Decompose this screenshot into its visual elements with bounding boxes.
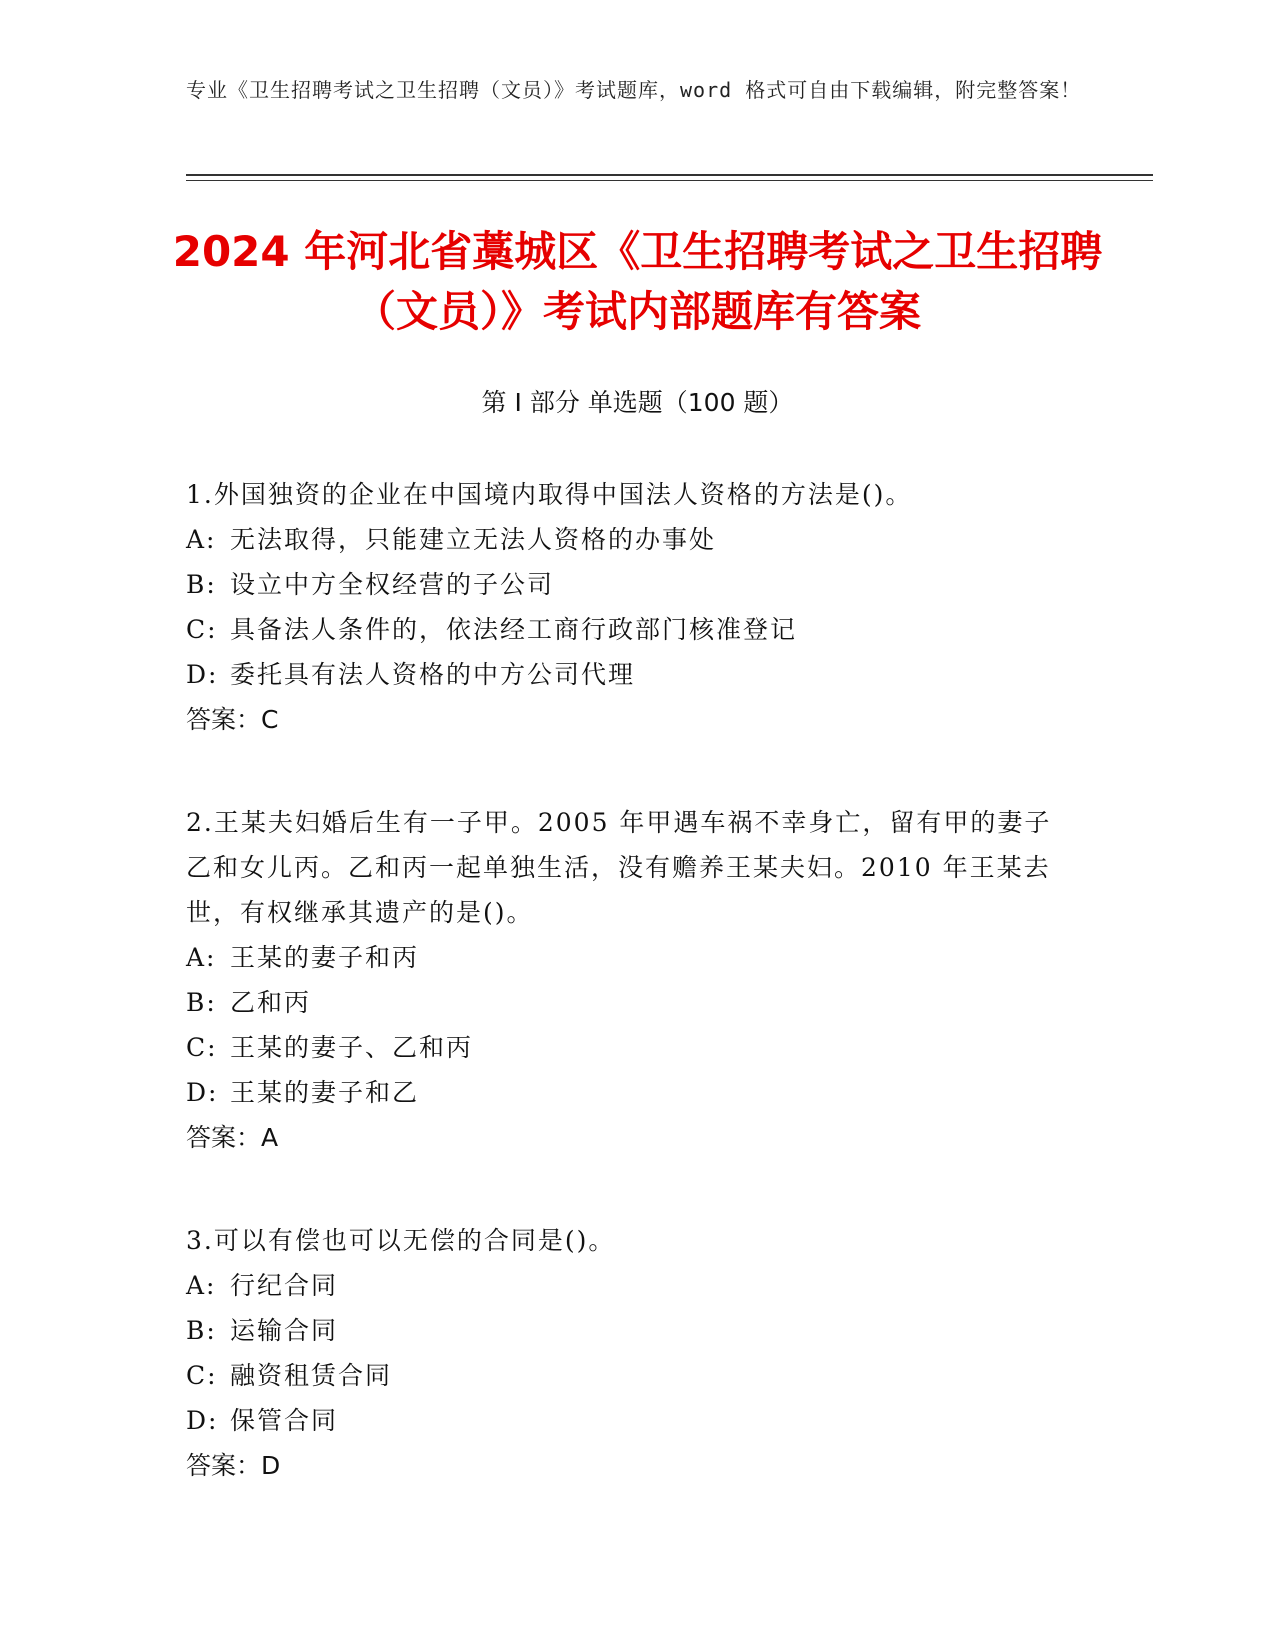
- option-key: B:: [186, 570, 217, 599]
- question-stem: 1.外国独资的企业在中国境内取得中国法人资格的方法是()。: [186, 480, 913, 509]
- option-text: 设立中方全权经营的子公司: [230, 570, 555, 599]
- header-divider-thin: [186, 180, 1153, 181]
- option-key: A:: [186, 943, 217, 972]
- option-b: [186, 562, 1066, 607]
- option-c: [186, 1025, 1066, 1070]
- question-stem: 3.可以有偿也可以无偿的合同是()。: [186, 1226, 616, 1255]
- option-text: 乙和丙: [230, 988, 312, 1017]
- option-text: 具备法人条件的，依法经工商行政部门核准登记: [230, 615, 798, 644]
- option-text: 融资租赁合同: [230, 1361, 393, 1390]
- option-b: [186, 1308, 1066, 1353]
- question-stem: 2.王某夫妇婚后生有一子甲。2005 年甲遇车祸不幸身亡，留有甲的妻子乙和女儿丙。乙和丙一起单独生活，没有赡养王某夫妇。2010 年王某去世，有权继承其遗产的是()。: [186, 808, 1052, 927]
- option-c: [186, 607, 1066, 652]
- option-key: C:: [186, 615, 218, 644]
- answer-line: 答案：D: [186, 1451, 281, 1480]
- option-text: 保管合同: [230, 1406, 339, 1435]
- option-key: D:: [186, 1078, 219, 1107]
- option-a: [186, 935, 1066, 980]
- option-key: D:: [186, 1406, 219, 1435]
- header-note: 专业《卫生招聘考试之卫生招聘（文员）》考试题库，word 格式可自由下载编辑，附完整答案！: [186, 78, 1082, 102]
- option-key: B:: [186, 988, 217, 1017]
- document-title: 2024 年河北省藁城区《卫生招聘考试之卫生招聘（文员）》考试内部题库有答案: [172, 227, 1103, 336]
- option-key: A:: [186, 525, 217, 554]
- answer-line: 答案：C: [186, 705, 279, 734]
- option-text: 王某的妻子和丙: [230, 943, 420, 972]
- option-text: 王某的妻子和乙: [230, 1078, 420, 1107]
- option-d: [186, 1398, 1066, 1443]
- option-d: [186, 652, 1066, 697]
- option-key: C:: [186, 1361, 218, 1390]
- option-text: 委托具有法人资格的中方公司代理: [230, 660, 636, 689]
- header-divider-thick: [186, 174, 1153, 176]
- option-a: [186, 517, 1066, 562]
- question-list: [186, 472, 1066, 1546]
- option-a: [186, 1263, 1066, 1308]
- option-key: B:: [186, 1316, 217, 1345]
- option-key: D:: [186, 660, 219, 689]
- option-text: 无法取得，只能建立无法人资格的办事处: [230, 525, 717, 554]
- question-2: [186, 800, 1066, 1160]
- option-text: 行纪合同: [230, 1271, 339, 1300]
- question-3: [186, 1218, 1066, 1488]
- option-key: C:: [186, 1033, 218, 1062]
- option-key: A:: [186, 1271, 217, 1300]
- section-title: 第 I 部分 单选题（100 题）: [481, 388, 794, 417]
- option-d: [186, 1070, 1066, 1115]
- option-b: [186, 980, 1066, 1025]
- question-1: [186, 472, 1066, 742]
- option-text: 运输合同: [230, 1316, 339, 1345]
- option-text: 王某的妻子、乙和丙: [230, 1033, 474, 1062]
- option-c: [186, 1353, 1066, 1398]
- answer-line: 答案：A: [186, 1123, 279, 1152]
